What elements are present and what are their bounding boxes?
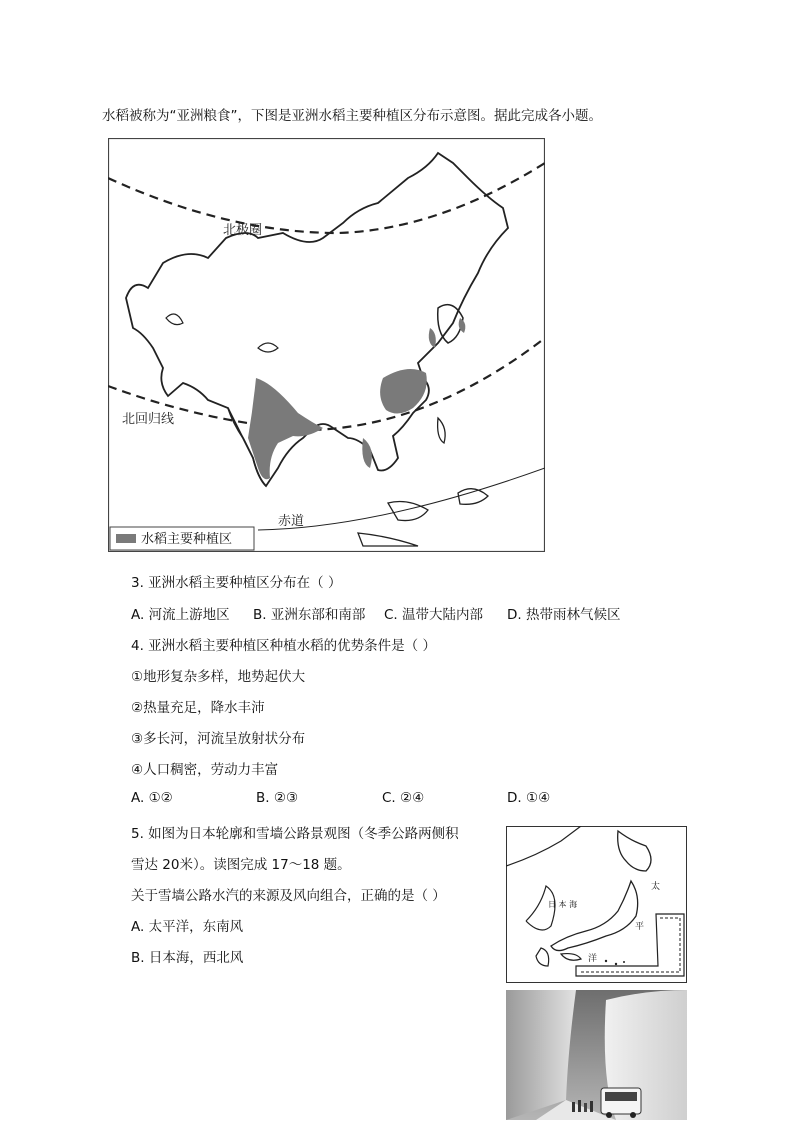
q5-stem-line1: 5. 如图为日本轮廓和雪墙公路景观图（冬季公路两侧积: [131, 826, 459, 842]
q4-statement-3: ③多长河，河流呈放射状分布: [131, 731, 306, 747]
legend-label: 水稻主要种植区: [141, 532, 233, 547]
asia-rice-map: [108, 138, 545, 552]
ocean-char-1: 太: [651, 882, 661, 892]
snow-wall-road-photo: [506, 990, 687, 1120]
q5-question: 关于雪墙公路水汽的来源及风向组合，正确的是（ ）: [131, 888, 446, 904]
equator-label: 赤道: [278, 514, 305, 529]
snow-wall-photo-svg: [506, 990, 687, 1120]
q4-option-c[interactable]: C. ②④: [382, 790, 425, 806]
arctic-circle-label: 北极圈: [223, 223, 263, 238]
q4-option-d[interactable]: D. ①④: [507, 790, 551, 806]
q4-statement-4: ④人口稠密，劳动力丰富: [131, 762, 279, 778]
japan-sea-label: 日 本 海: [548, 900, 578, 909]
q3-option-a[interactable]: A. 河流上游地区: [131, 607, 230, 623]
q4-statement-1: ①地形复杂多样，地势起伏大: [131, 669, 306, 685]
q4-option-a[interactable]: A. ①②: [131, 790, 173, 806]
japan-map-svg: [506, 826, 687, 983]
intro-text: 水稻被称为“亚洲粮食”，下图是亚洲水稻主要种植区分布示意图。据此完成各小题。: [102, 108, 602, 124]
ocean-char-2: 平: [635, 922, 645, 932]
q5-option-a[interactable]: A. 太平洋，东南风: [131, 919, 244, 935]
q4-option-b[interactable]: B. ②③: [256, 790, 299, 806]
q5-option-b[interactable]: B. 日本海，西北风: [131, 950, 244, 966]
q3-stem: 3. 亚洲水稻主要种植区分布在（ ）: [131, 575, 342, 591]
q4-stem: 4. 亚洲水稻主要种植区种植水稻的优势条件是（ ）: [131, 638, 436, 654]
q3-option-b[interactable]: B. 亚洲东部和南部: [253, 607, 366, 623]
japan-outline-map: [506, 826, 687, 983]
tropic-of-cancer-label: 北回归线: [122, 412, 175, 427]
q3-option-d[interactable]: D. 热带雨林气候区: [507, 607, 621, 623]
q4-statement-2: ②热量充足，降水丰沛: [131, 700, 265, 716]
q3-option-c[interactable]: C. 温带大陆内部: [384, 607, 484, 623]
asia-map-svg: [108, 138, 545, 552]
q5-stem-line2: 雪达 20米）。读图完成 17～18 题。: [131, 857, 351, 873]
ocean-char-3: 洋: [588, 954, 598, 964]
legend-swatch: [116, 534, 136, 543]
